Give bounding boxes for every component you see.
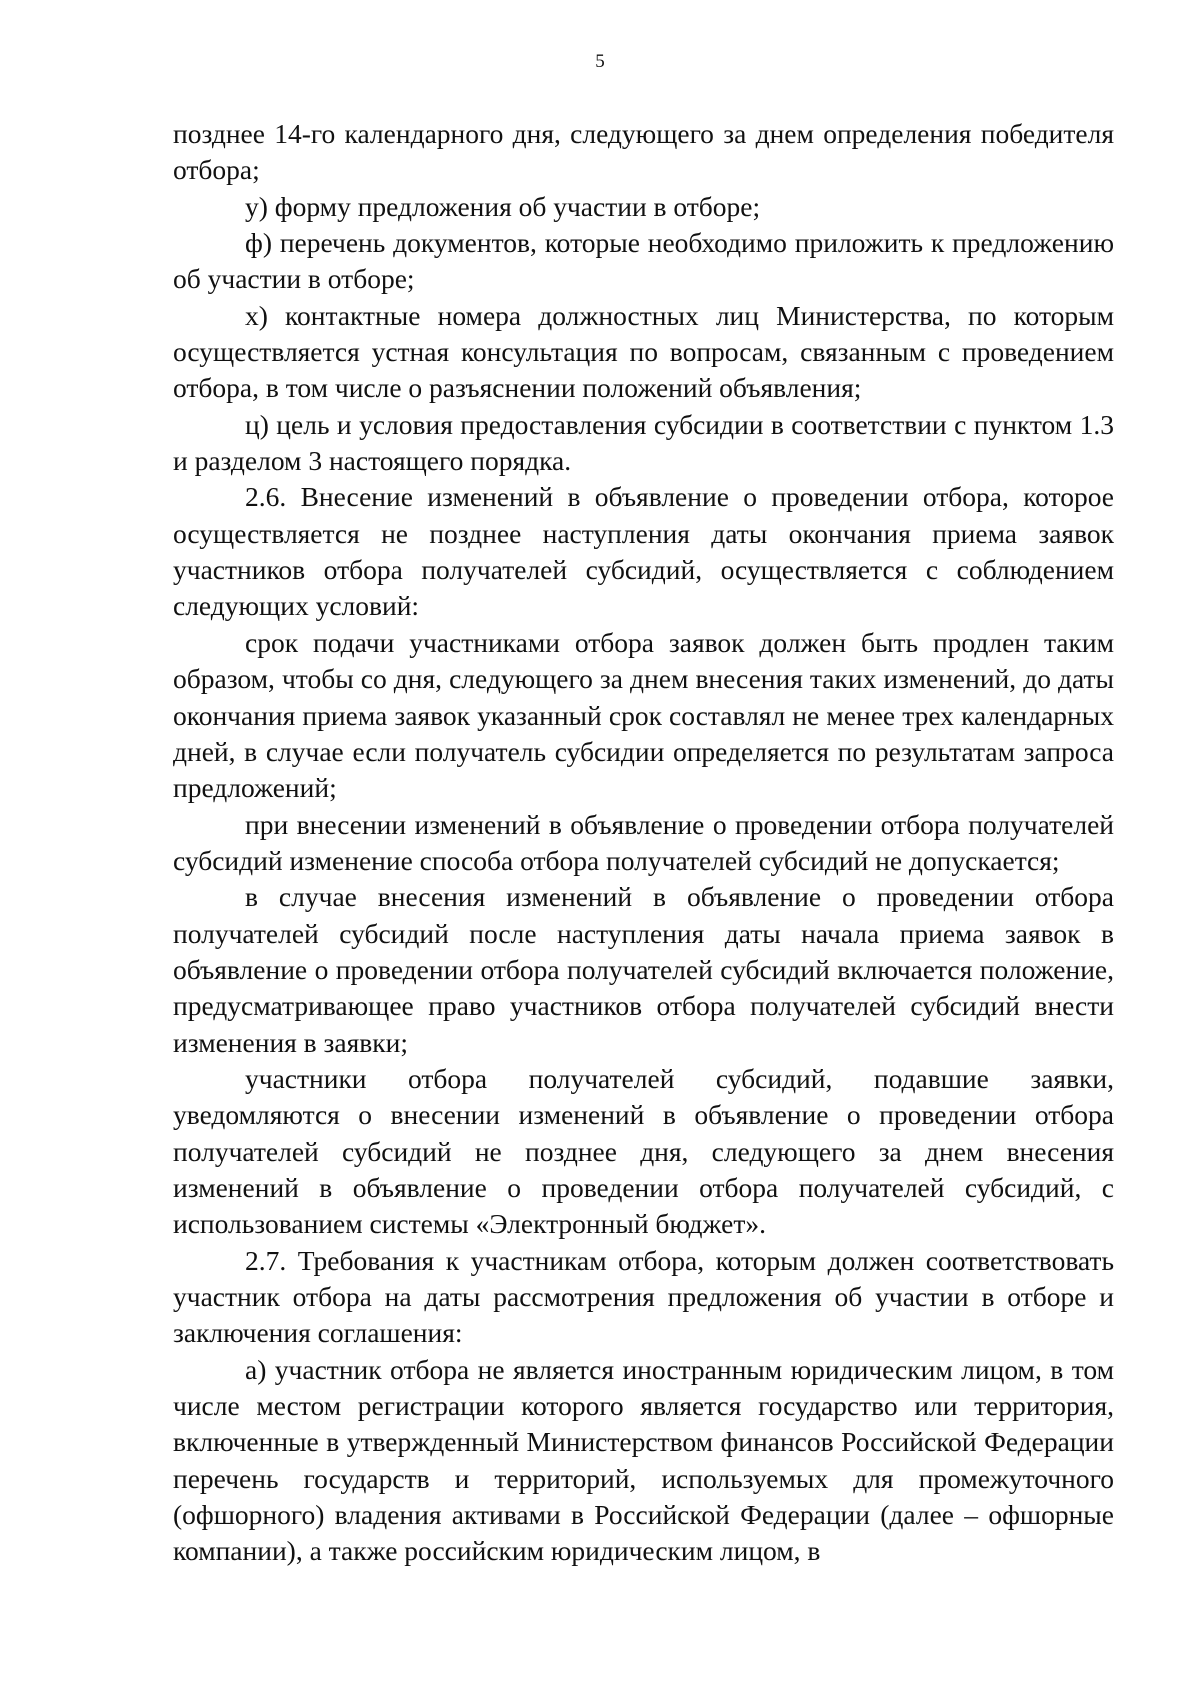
page-number: 5 [595,51,605,72]
paragraph: 2.6. Внесение изменений в объявление о проведении отбора, которое осуществляется не позднее наступления даты окончания приема заявок участников отбора получателей субсидий, осуществляется с соблюдением следующих условий: [173,481,1114,622]
paragraph: ц) цель и условия предоставления субсидии в соответствии с пунктом 1.3 и разделом 3 настоящего порядка. [173,408,1114,477]
paragraph: участники отбора получателей субсидий, подавшие заявки, уведомляются о внесении изменений в объявление о проведении отбора получателей субсидий не позднее дня, следующего за днем внесения изменений в объявление о проведении отбора получателей субсидий, с использованием системы «Электронный бюджет». [173,1062,1114,1240]
paragraph: х) контактные номера должностных лиц Министерства, по которым осуществляется устная консультация по вопросам, связанным с проведением отбора, в том числе о разъяснении положений объявления; [173,299,1114,404]
document-body [173,116,1114,1570]
paragraph: 2.7. Требования к участникам отбора, которым должен соответствовать участник отбора на даты рассмотрения предложения об участии в отборе и заключения соглашения: [173,1244,1114,1349]
paragraph: в случае внесения изменений в объявление о проведении отбора получателей субсидий после наступления даты начала приема заявок в объявление о проведении отбора получателей субсидий включается положение, предусматривающее право участников отбора получателей субсидий внести изменения в заявки; [173,881,1114,1058]
paragraph: у) форму предложения об участии в отборе; [245,190,761,222]
paragraph: ф) перечень документов, которые необходимо приложить к предложению об участии в отборе; [173,227,1114,295]
paragraph: а) участник отбора не является иностранным юридическим лицом, в том числе местом регистрации которого является государство или территория, включенные в утвержденный Министерством финансов Российской Федерации перечень государств и территорий, используемых для промежуточного (офшорного) владения активами в Российской Федерации (далее – офшорные компании), а также российским юридическим лицом, в [173,1353,1114,1567]
paragraph: при внесении изменений в объявление о проведении отбора получателей субсидий изменение способа отбора получателей субсидий не допускается; [173,808,1114,876]
paragraph: позднее 14-го календарного дня, следующего за днем определения победителя отбора; [173,118,1114,186]
paragraph: срок подачи участниками отбора заявок должен быть продлен таким образом, чтобы со дня, следующего за днем внесения таких изменений, до даты окончания приема заявок указанный срок составлял не менее трех календарных дней, в случае если получатель субсидии определяется по результатам запроса предложений; [173,626,1114,804]
